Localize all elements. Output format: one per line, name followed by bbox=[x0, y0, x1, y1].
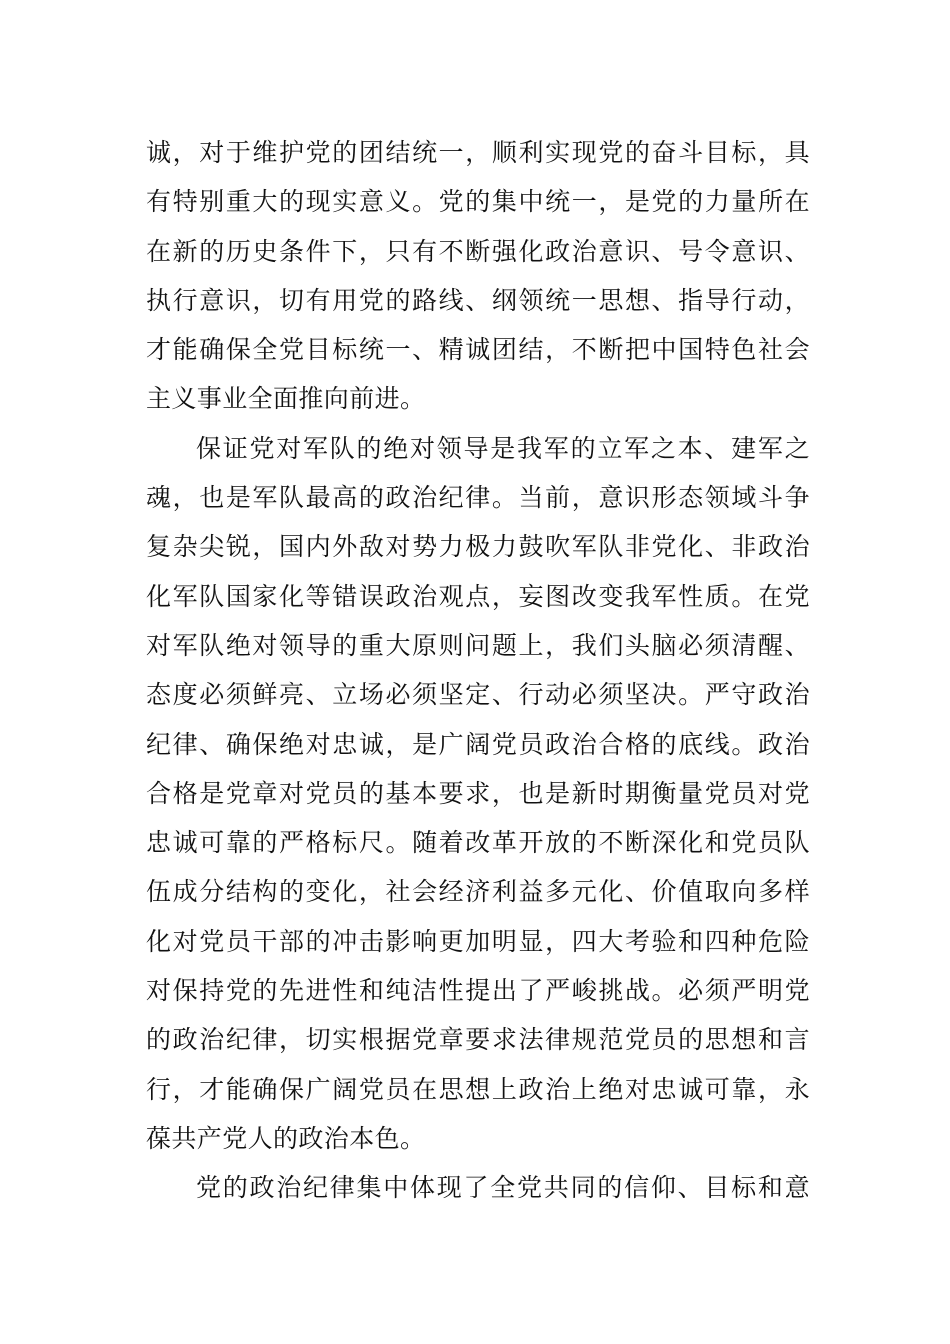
text-line: 执行意识，切有用党的路线、纲领统一思想、指导行动， bbox=[146, 285, 810, 315]
text-line: 对保持党的先进性和纯洁性提出了严峻挑战。必须严明党 bbox=[146, 976, 810, 1006]
text-line: 才能确保全党目标统一、精诚团结，不断把中国特色社会 bbox=[146, 335, 810, 365]
text-line: 在新的历史条件下，只有不断强化政治意识、号令意识、 bbox=[146, 236, 810, 266]
text-line: 复杂尖锐，国内外敌对势力极力鼓吹军队非党化、非政治 bbox=[146, 532, 810, 562]
text-line: 保证党对军队的绝对领导是我军的立军之本、建军之 bbox=[196, 433, 810, 463]
document-body bbox=[146, 128, 810, 1213]
text-line: 化对党员干部的冲击影响更加明显，四大考验和四种危险 bbox=[146, 926, 810, 956]
text-line: 对军队绝对领导的重大原则问题上，我们头脑必须清醒、 bbox=[146, 630, 810, 660]
text-line: 伍成分结构的变化，社会经济利益多元化、价值取向多样 bbox=[146, 877, 810, 907]
text-line: 化军队国家化等错误政治观点，妄图改变我军性质。在党 bbox=[146, 581, 810, 611]
text-line: 行，才能确保广阔党员在思想上政治上绝对忠诚可靠，永 bbox=[146, 1074, 810, 1104]
text-line: 纪律、确保绝对忠诚，是广阔党员政治合格的底线。政治 bbox=[146, 729, 810, 759]
text-line: 诚，对于维护党的团结统一，顺利实现党的奋斗目标，具 bbox=[146, 138, 810, 167]
text-line: 合格是党章对党员的基本要求，也是新时期衡量党员对党 bbox=[146, 778, 810, 808]
text-line: 魂，也是军队最高的政治纪律。当前，意识形态领域斗争 bbox=[146, 483, 810, 513]
text-line: 葆共产党人的政治本色。 bbox=[146, 1123, 426, 1153]
text-line: 忠诚可靠的严格标尺。随着改革开放的不断深化和党员队 bbox=[146, 828, 810, 858]
text-line: 态度必须鲜亮、立场必须坚定、行动必须坚决。严守政治 bbox=[146, 680, 810, 710]
text-line: 的政治纪律，切实根据党章要求法律规范党员的思想和言 bbox=[146, 1025, 810, 1055]
text-line: 党的政治纪律集中体现了全党共同的信仰、目标和意 bbox=[196, 1173, 810, 1203]
text-line: 主义事业全面推向前进。 bbox=[146, 384, 426, 414]
text-line: 有特别重大的现实意义。党的集中统一，是党的力量所在 bbox=[146, 187, 810, 217]
